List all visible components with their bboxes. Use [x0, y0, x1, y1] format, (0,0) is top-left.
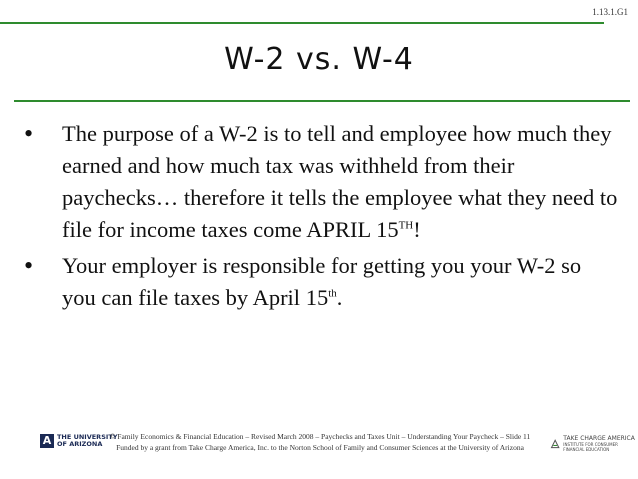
- bullet-superscript: th: [328, 287, 337, 300]
- footer-credits: [108, 431, 532, 453]
- bullet-superscript: TH: [398, 219, 414, 232]
- take-charge-emblem-icon: [550, 437, 560, 451]
- bullet-item: [0, 250, 620, 314]
- university-logo-line2: OF ARIZONA: [57, 440, 103, 448]
- slide-id: 1.13.1.G1: [592, 7, 628, 17]
- take-charge-logo-line1: TAKE CHARGE AMERICA: [563, 435, 635, 442]
- bullet-text-end: !: [413, 217, 421, 242]
- footer-line1: © Family Economics & Financial Education – Revised March 2008 – Paychecks and Taxes Unit – Understanding Your Paycheck – Slide 11: [109, 432, 531, 441]
- bullet-text-end: .: [336, 285, 343, 310]
- footer-line2: Funded by a grant from Take Charge America, Inc. to the Norton School of Family and Consumer Sciences at the University of Arizona: [116, 443, 524, 452]
- arizona-a-icon: A: [40, 434, 54, 448]
- slide-title: W-2 vs. W-4: [224, 42, 414, 77]
- bullet-text: The purpose of a W-2 is to tell and employee how much they earned and how much tax was withheld from their paychecks… therefore it tells the employee what they need to file for income taxes come APRIL 15: [62, 121, 618, 242]
- top-divider: [0, 22, 604, 24]
- bullet-dot-icon: •: [24, 119, 34, 148]
- bullet-list: [0, 118, 620, 318]
- take-charge-logo: [550, 435, 638, 452]
- take-charge-logo-text: [563, 435, 638, 452]
- university-logo: [40, 434, 117, 448]
- bullet-text: Your employer is responsible for getting you your W-2 so you can file taxes by April 15: [62, 253, 582, 310]
- bullet-item: [0, 118, 620, 246]
- take-charge-logo-line2: INSTITUTE FOR CONSUMER FINANCIAL EDUCATION: [563, 442, 618, 452]
- university-logo-line1: THE UNIVERSITY: [57, 433, 118, 441]
- title-divider: [14, 100, 630, 102]
- bullet-dot-icon: •: [24, 251, 34, 280]
